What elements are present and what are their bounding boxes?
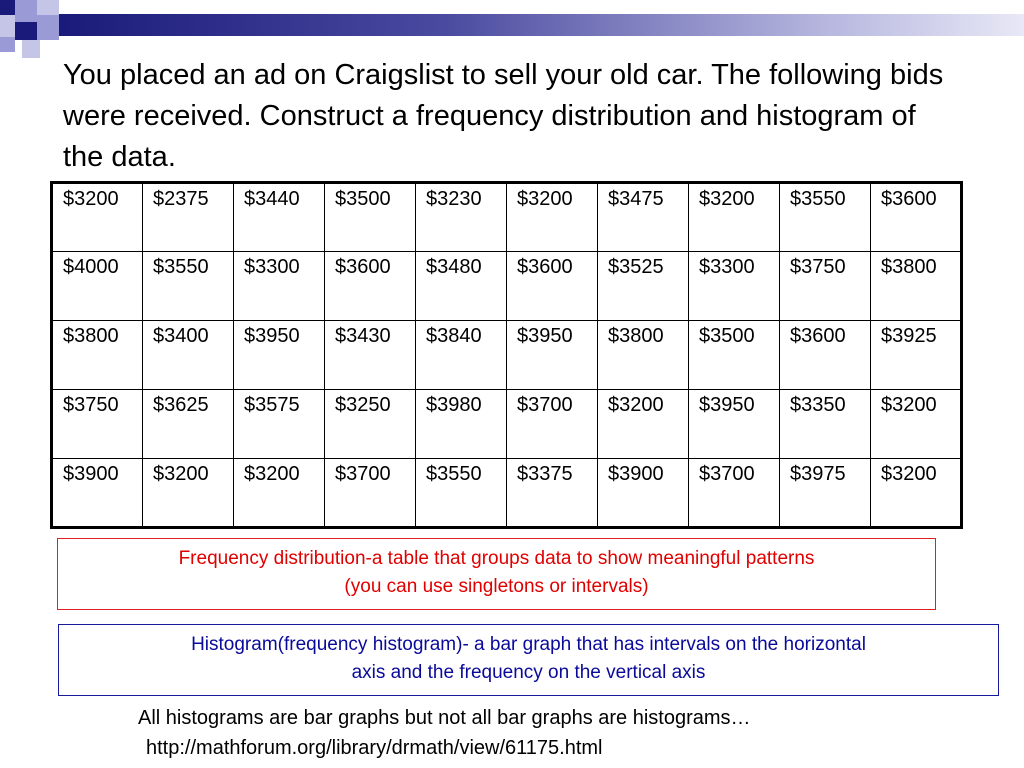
table-cell: $3440 — [234, 183, 325, 252]
slide-title: You placed an ad on Craigslist to sell your old car. The following bids were received. Construct a frequency distribution and histogram of the data. — [63, 59, 944, 173]
table-cell: $3600 — [325, 252, 416, 321]
table-cell: $3200 — [689, 183, 780, 252]
table-cell: $3700 — [689, 459, 780, 528]
table-cell: $4000 — [52, 252, 143, 321]
table-cell: $3950 — [507, 321, 598, 390]
table-cell: $3375 — [507, 459, 598, 528]
table-cell: $3980 — [416, 390, 507, 459]
header-square-decoration — [15, 0, 37, 22]
table-cell: $3500 — [689, 321, 780, 390]
table-cell: $3200 — [871, 390, 962, 459]
table-row — [52, 183, 962, 252]
table-cell: $3800 — [598, 321, 689, 390]
table-cell: $3750 — [780, 252, 871, 321]
table-cell: $3840 — [416, 321, 507, 390]
histogram-definition-line1: Histogram(frequency histogram)- a bar graph that has intervals on the horizontal — [191, 634, 866, 655]
header-square-decoration — [0, 15, 15, 37]
table-cell: $3200 — [234, 459, 325, 528]
table-cell: $3430 — [325, 321, 416, 390]
histogram-definition-line2: axis and the frequency on the vertical axis — [351, 662, 706, 683]
header-square-decoration — [22, 40, 40, 58]
table-cell: $3550 — [143, 252, 234, 321]
header-square-decoration — [37, 0, 59, 15]
table-cell: $3300 — [234, 252, 325, 321]
bids-table-body — [52, 183, 962, 528]
table-cell: $3525 — [598, 252, 689, 321]
table-cell: $3600 — [780, 321, 871, 390]
header-square-decoration — [0, 37, 15, 52]
table-cell: $3200 — [507, 183, 598, 252]
table-cell: $3975 — [780, 459, 871, 528]
table-cell: $3800 — [52, 321, 143, 390]
header-gradient-bar — [59, 14, 1024, 36]
table-cell: $3500 — [325, 183, 416, 252]
table-row — [52, 252, 962, 321]
footnote-text: All histograms are bar graphs but not all bar graphs are histograms… — [138, 707, 751, 729]
table-cell: $3575 — [234, 390, 325, 459]
table-cell: $3200 — [598, 390, 689, 459]
table-cell: $3200 — [52, 183, 143, 252]
table-cell: $3550 — [780, 183, 871, 252]
table-cell: $3700 — [507, 390, 598, 459]
table-row — [52, 321, 962, 390]
header-square-decoration — [15, 22, 37, 40]
table-cell: $3600 — [871, 183, 962, 252]
table-cell: $3900 — [52, 459, 143, 528]
table-row — [52, 459, 962, 528]
table-cell: $3750 — [52, 390, 143, 459]
header-square-decoration — [37, 15, 59, 40]
table-cell: $3625 — [143, 390, 234, 459]
frequency-definition-line1: Frequency distribution-a table that groups data to show meaningful patterns — [178, 548, 815, 569]
table-row — [52, 390, 962, 459]
table-cell: $3200 — [143, 459, 234, 528]
table-cell: $3300 — [689, 252, 780, 321]
table-cell: $2375 — [143, 183, 234, 252]
table-cell: $3550 — [416, 459, 507, 528]
histogram-definition — [58, 624, 999, 696]
table-cell: $3800 — [871, 252, 962, 321]
table-cell: $3950 — [234, 321, 325, 390]
table-cell: $3400 — [143, 321, 234, 390]
table-cell: $3925 — [871, 321, 962, 390]
table-cell: $3230 — [416, 183, 507, 252]
table-cell: $3950 — [689, 390, 780, 459]
reference-link[interactable]: http://mathforum.org/library/drmath/view/61175.html — [146, 737, 603, 759]
table-cell: $3480 — [416, 252, 507, 321]
table-cell: $3350 — [780, 390, 871, 459]
table-cell: $3900 — [598, 459, 689, 528]
footnote — [138, 703, 751, 763]
header-square-decoration — [0, 0, 15, 15]
frequency-definition-line2: (you can use singletons or intervals) — [344, 576, 649, 597]
table-cell: $3700 — [325, 459, 416, 528]
table-cell: $3200 — [871, 459, 962, 528]
table-cell: $3600 — [507, 252, 598, 321]
bids-table — [50, 181, 963, 529]
frequency-distribution-definition — [57, 538, 936, 610]
table-cell: $3475 — [598, 183, 689, 252]
table-cell: $3250 — [325, 390, 416, 459]
